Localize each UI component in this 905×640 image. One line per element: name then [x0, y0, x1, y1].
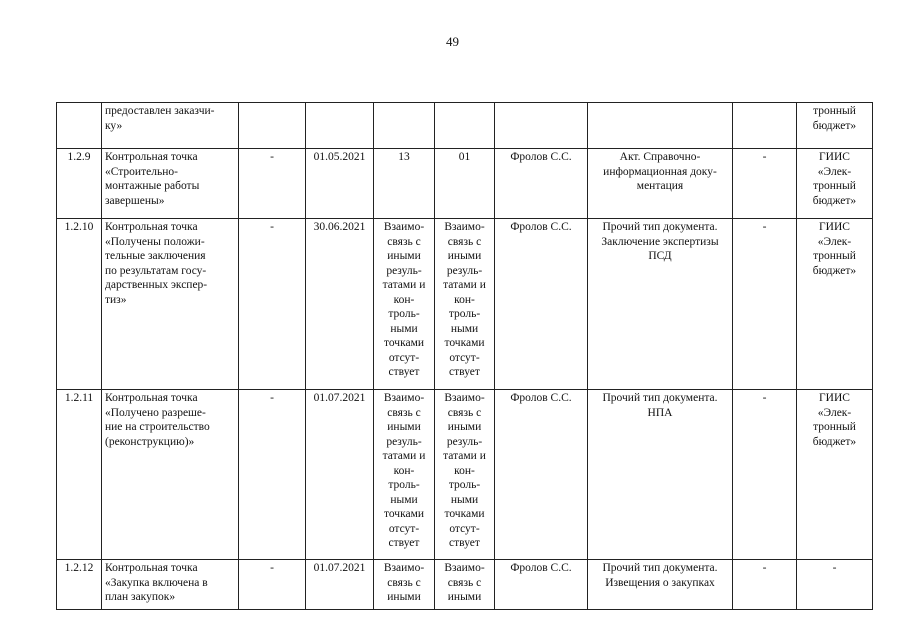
cell-number: 1.2.10: [57, 219, 102, 390]
cell-line: ГИИС: [819, 151, 850, 163]
cell-col6: [435, 103, 495, 149]
cell-line: Контрольная точка: [105, 392, 198, 404]
cell-document: [588, 219, 733, 390]
cell-line: «Получены положи-: [105, 235, 205, 248]
cell-line: связь с: [447, 576, 482, 589]
cell-responsible: Фролов С.С.: [495, 560, 588, 610]
cell-line: Прочий тип документа.: [602, 392, 718, 404]
cell-col3: -: [239, 219, 306, 390]
table-body: [57, 103, 873, 610]
cell-line: НПА: [647, 406, 673, 419]
cell-line: Взаимо-: [444, 562, 485, 574]
cell-col6: [435, 219, 495, 390]
cell-line: отсут-: [388, 351, 420, 364]
cell-line: тронный: [813, 250, 856, 262]
cell-line: тронный: [813, 180, 856, 192]
cell-line: план закупок»: [105, 591, 176, 603]
cell-line: ствует: [388, 537, 420, 549]
cell-col5: [374, 149, 435, 219]
cell-line: Взаимо-: [383, 221, 425, 233]
cell-line: ными: [450, 322, 479, 335]
cell-name: [102, 219, 239, 390]
cell-line: отсут-: [449, 351, 480, 364]
cell-line: бюджет»: [812, 435, 857, 448]
cell-document: [588, 390, 733, 560]
cell-line: точками: [444, 508, 485, 520]
cell-col5: [374, 390, 435, 560]
table-row: [57, 560, 873, 610]
cell-system: [797, 390, 873, 560]
table-row: [57, 149, 873, 219]
cell-date: [306, 103, 374, 149]
cell-line: отсут-: [449, 522, 480, 535]
cell-line: -: [832, 562, 837, 574]
cell-line: татами и: [443, 450, 486, 462]
table-row: [57, 390, 873, 560]
cell-line: информационная доку-: [603, 165, 717, 178]
cell-col3: -: [239, 390, 306, 560]
cell-document: [588, 560, 733, 610]
cell-system: [797, 149, 873, 219]
cell-line: «Элек-: [817, 235, 852, 248]
table-row: [57, 219, 873, 390]
cell-col5: [374, 103, 435, 149]
cell-line: ку»: [105, 119, 123, 132]
cell-line: Акт. Справочно-: [619, 151, 701, 163]
cell-line: иными: [387, 421, 421, 433]
cell-responsible: Фролов С.С.: [495, 390, 588, 560]
cell-line: связь с: [447, 235, 482, 248]
cell-line: иными: [387, 250, 421, 262]
cell-responsible: Фролов С.С.: [495, 219, 588, 390]
cell-name: [102, 149, 239, 219]
cell-number: 1.2.11: [57, 390, 102, 560]
control-points-table: [56, 102, 873, 610]
cell-name: [102, 390, 239, 560]
cell-line: 01: [458, 151, 471, 163]
cell-line: троль-: [388, 479, 420, 491]
cell-line: ствует: [388, 366, 420, 378]
cell-line: связь с: [387, 576, 421, 589]
cell-line: завершены»: [105, 194, 165, 207]
cell-line: троль-: [388, 308, 420, 320]
cell-number: 1.2.9: [57, 149, 102, 219]
cell-system: [797, 219, 873, 390]
cell-line: татами и: [443, 279, 486, 291]
cell-col9: -: [733, 219, 797, 390]
cell-line: Взаимо-: [444, 221, 485, 233]
cell-col5: [374, 219, 435, 390]
cell-line: тронный: [813, 421, 856, 433]
cell-col9: -: [733, 560, 797, 610]
cell-line: иными: [447, 250, 482, 262]
cell-line: тронный: [813, 105, 856, 117]
cell-line: точками: [383, 508, 425, 520]
cell-line: по результатам госу-: [105, 264, 207, 277]
cell-col6: [435, 149, 495, 219]
cell-responsible: [495, 103, 588, 149]
cell-line: кон-: [454, 293, 475, 306]
cell-col3: -: [239, 560, 306, 610]
cell-line: ментация: [636, 180, 684, 192]
cell-line: «Получено разреше-: [105, 406, 206, 419]
cell-system: [797, 560, 873, 610]
cell-line: «Элек-: [817, 165, 852, 178]
cell-line: (реконструкцию)»: [105, 435, 195, 448]
cell-line: кон-: [393, 293, 415, 306]
cell-col9: -: [733, 149, 797, 219]
cell-line: Контрольная точка: [105, 562, 198, 574]
cell-col6: [435, 560, 495, 610]
page-number: 49: [446, 34, 459, 49]
cell-line: ние на строительство: [105, 421, 210, 433]
cell-line: Контрольная точка: [105, 221, 198, 233]
cell-line: резуль-: [386, 264, 422, 277]
cell-line: татами и: [382, 279, 426, 291]
cell-line: «Закупка включена в: [105, 576, 208, 589]
table-row: [57, 103, 873, 149]
cell-line: ствует: [449, 537, 480, 549]
cell-line: троль-: [448, 308, 481, 320]
cell-number: 1.2.12: [57, 560, 102, 610]
cell-line: монтажные работы: [105, 180, 200, 192]
cell-line: отсут-: [388, 522, 420, 535]
cell-line: ными: [390, 493, 418, 506]
cell-responsible: Фролов С.С.: [495, 149, 588, 219]
cell-line: связь с: [447, 406, 482, 419]
cell-line: точками: [383, 337, 425, 349]
cell-line: «Строительно-: [105, 165, 178, 178]
cell-line: иными: [387, 591, 421, 603]
cell-line: ГИИС: [819, 221, 850, 233]
cell-document: [588, 149, 733, 219]
cell-line: иными: [447, 591, 482, 603]
cell-line: резуль-: [386, 435, 422, 448]
cell-line: 13: [398, 151, 410, 163]
cell-line: резуль-: [446, 435, 483, 448]
cell-line: Взаимо-: [383, 562, 425, 574]
cell-col3: [239, 103, 306, 149]
cell-line: татами и: [382, 450, 426, 462]
cell-name: [102, 103, 239, 149]
cell-col9: [733, 103, 797, 149]
cell-name: [102, 560, 239, 610]
cell-line: троль-: [448, 479, 481, 491]
cell-system: [797, 103, 873, 149]
cell-col6: [435, 390, 495, 560]
cell-line: Контрольная точка: [105, 151, 198, 163]
cell-col5: [374, 560, 435, 610]
cell-line: Прочий тип документа.: [602, 562, 718, 574]
cell-line: ными: [390, 322, 418, 335]
cell-line: Взаимо-: [383, 392, 425, 404]
cell-number: [57, 103, 102, 149]
cell-line: бюджет»: [812, 194, 857, 207]
cell-line: Заключение экспертизы: [601, 235, 719, 248]
cell-line: точками: [444, 337, 485, 349]
cell-line: связь с: [387, 406, 421, 419]
cell-date: 01.05.2021: [306, 149, 374, 219]
cell-col9: -: [733, 390, 797, 560]
cell-line: тельные заключения: [105, 250, 206, 262]
cell-line: резуль-: [446, 264, 483, 277]
cell-line: ствует: [449, 366, 480, 378]
cell-date: 01.07.2021: [306, 560, 374, 610]
cell-line: дарственных экспер-: [105, 279, 208, 291]
cell-line: бюджет»: [812, 119, 857, 132]
cell-line: Извещения о закупках: [605, 576, 715, 589]
cell-date: 30.06.2021: [306, 219, 374, 390]
cell-line: связь с: [387, 235, 421, 248]
cell-date: 01.07.2021: [306, 390, 374, 560]
cell-line: предоставлен заказчи-: [105, 105, 215, 117]
cell-line: иными: [447, 421, 482, 433]
cell-line: тиз»: [105, 293, 127, 306]
cell-line: Прочий тип документа.: [602, 221, 718, 233]
cell-line: ПСД: [648, 250, 672, 262]
cell-line: «Элек-: [817, 406, 852, 419]
cell-document: [588, 103, 733, 149]
cell-line: ГИИС: [819, 392, 850, 404]
cell-line: бюджет»: [812, 264, 857, 277]
cell-line: Взаимо-: [444, 392, 485, 404]
cell-line: кон-: [393, 464, 415, 477]
cell-col3: -: [239, 149, 306, 219]
cell-line: кон-: [454, 464, 475, 477]
cell-line: ными: [450, 493, 479, 506]
